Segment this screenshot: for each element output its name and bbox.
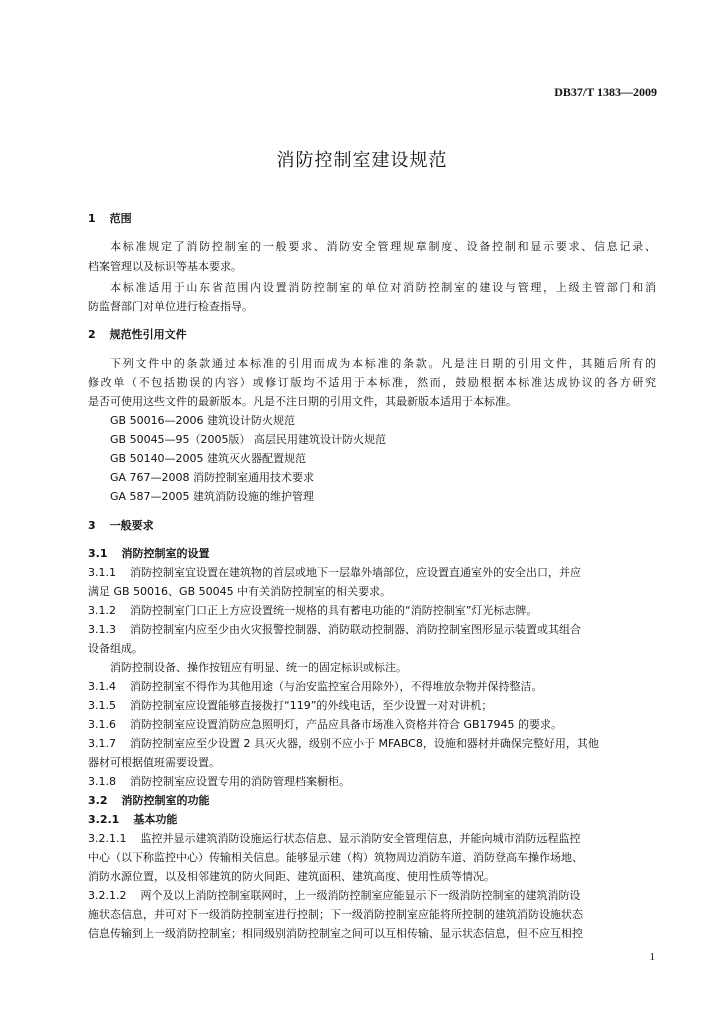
- clause-3-1-6: 3.1.6 消防控制室应设置消防应急照明灯，产品应具备市场准入资格并符合 GB17945 的要求。: [88, 718, 563, 731]
- paragraph-line: 设备组成。: [88, 642, 143, 655]
- paragraph-line: 是否可使用这些文件的最新版本。凡是不注日期的引用文件，其最新版本适用于本标准。: [88, 395, 517, 408]
- paragraph-line: 档案管理以及标识等基本要求。: [88, 260, 242, 273]
- section-3-2-heading: 3.2 消防控制室的功能: [88, 794, 210, 807]
- reference-item: GB 50016—2006 建筑设计防火规范: [110, 414, 296, 427]
- clause-3-1-5: 3.1.5 消防控制室应设置能够直接拨打“119”的外线电话，至少设置一对对讲机；: [88, 699, 493, 712]
- section-3-2-1-heading: 3.2.1 基本功能: [88, 813, 178, 826]
- paragraph-line: 下列文件中的条款通过本标准的引用而成为本标准的条款。凡是注日期的引用文件，其随后所有的: [110, 357, 656, 370]
- clause-3-1-3: 3.1.3 消防控制室内应至少由火灾报警控制器、消防联动控制器、消防控制室图形显示装置或其组合: [88, 623, 581, 636]
- section-1-heading: 1 范围: [88, 212, 132, 225]
- paragraph-line: 防监督部门对单位进行检查指导。: [88, 300, 253, 313]
- paragraph-line: 满足 GB 50016、GB 50045 中有关消防控制室的相关要求。: [88, 585, 392, 598]
- reference-item: GA 767—2008 消防控制室通用技术要求: [110, 471, 315, 484]
- clause-3-1-2: 3.1.2 消防控制室门口正上方应设置统一规格的具有蓄电功能的“消防控制室”灯光标志牌。: [88, 604, 538, 617]
- standard-number: DB37/T 1383—2009: [554, 85, 657, 99]
- paragraph-line: 中心（以下称监控中心）传输相关信息。能够显示建（构）筑物周边消防车道、消防登高车操作场地、: [88, 851, 583, 864]
- paragraph-line: 器材可根据值班需要设置。: [88, 756, 220, 769]
- paragraph-line: 消防控制设备、操作按钮应有明显、统一的固定标识或标注。: [110, 661, 407, 674]
- section-2-heading: 2 规范性引用文件: [88, 328, 187, 341]
- clause-3-2-1-1: 3.2.1.1 监控并显示建筑消防设施运行状态信息、显示消防安全管理信息，并能向城市消防远程监控: [88, 832, 581, 845]
- document-title: 消防控制室建设规范: [276, 150, 448, 171]
- clause-3-1-7: 3.1.7 消防控制室应至少设置 2 具灭火器，级别不应小于 MFABC8，设施和器材并确保完整好用，其他: [88, 737, 599, 750]
- paragraph-line: 修改单（不包括勘误的内容）或修订版均不适用于本标准，然而，鼓励根据本标准达成协议的各方研究: [88, 376, 656, 389]
- clause-3-1-8: 3.1.8 消防控制室应设置专用的消防管理档案橱柜。: [88, 775, 350, 788]
- paragraph-line: 本标准适用于山东省范围内设置消防控制室的单位对消防控制室的建设与管理，上级主管部门和消: [110, 281, 656, 294]
- reference-item: GB 50140—2005 建筑灭火器配置规范: [110, 452, 307, 465]
- clause-3-1-1: 3.1.1 消防控制室宜设置在建筑物的首层或地下一层靠外墙部位，应设置直通室外的安全出口，并应: [88, 566, 581, 579]
- paragraph-line: 信息传输到上一级消防控制室；相同级别消防控制室之间可以互相传输、显示状态信息，但不应互相控: [88, 927, 583, 940]
- reference-item: GB 50045—95（2005版） 高层民用建筑设计防火规范: [110, 433, 387, 446]
- section-3-1-heading: 3.1 消防控制室的设置: [88, 547, 210, 560]
- paragraph-line: 施状态信息，并可对下一级消防控制室进行控制；下一级消防控制室应能将所控制的建筑消防设施状态: [88, 908, 583, 921]
- clause-3-1-4: 3.1.4 消防控制室不得作为其他用途（与治安监控室合用除外），不得堆放杂物并保持整洁。: [88, 680, 543, 693]
- section-3-heading: 3 一般要求: [88, 519, 154, 532]
- reference-item: GA 587—2005 建筑消防设施的维护管理: [110, 490, 315, 503]
- paragraph-line: 本标准规定了消防控制室的一般要求、消防安全管理规章制度、设备控制和显示要求、信息记录、: [110, 240, 656, 253]
- clause-3-2-1-2: 3.2.1.2 两个及以上消防控制室联网时，上一级消防控制室应能显示下一级消防控制室的建筑消防设: [88, 889, 581, 902]
- page-number: 1: [649, 951, 655, 963]
- paragraph-line: 消防水源位置，以及相邻建筑的防火间距、建筑面积、建筑高度、使用性质等情况。: [88, 870, 495, 883]
